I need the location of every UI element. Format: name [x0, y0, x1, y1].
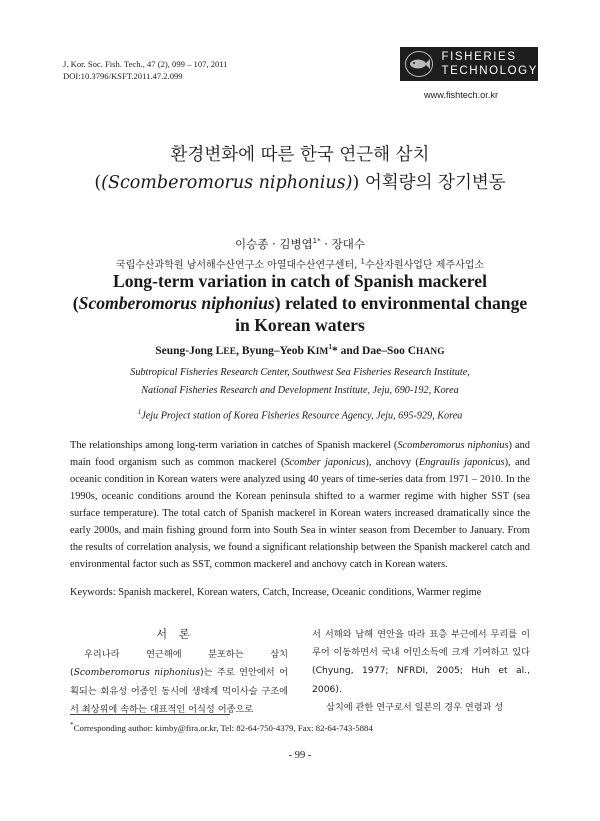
english-title-species: Scomberomorus niphonius	[78, 293, 275, 313]
journal-logo	[400, 47, 538, 81]
keywords: Keywords: Spanish mackerel, Korean waters, Catch, Increase, Oceanic conditions, Warmer regime	[70, 587, 482, 598]
journal-url[interactable]: www.fishtech.or.kr	[424, 90, 499, 100]
body-paragraph: 삼치에 관한 연구로서 일본의 경우 연령과 성	[326, 701, 504, 713]
body-left-column	[70, 626, 288, 719]
body-paragraph: 서 서해와 남해 연안을 따라 표층 부근에서 무리를 이루어 이동하면서 국내 어민소득에 크게 기여하고 있다 (Chyung, 1977; NFRDI, 2005; Huh et al., 2006).	[312, 629, 530, 695]
corresponding-author-footnote: *Corresponding author: kimby@fira.or.kr, Tel: 82-64-750-4379, Fax: 82-64-743-5884	[70, 720, 373, 733]
journal-volume-line: J. Kor. Soc. Fish. Tech., 47 (2), 099 – 107, 2011	[63, 59, 228, 69]
korean-title: 환경변화에 따른 한국 연근해 삼치 ((Scomberomorus niphonius)) 어획량의 장기변동	[94, 145, 506, 193]
body-right-column	[312, 626, 530, 717]
doi-line: DOI:10.3796/KSFT.2011.47.2.099	[63, 71, 183, 81]
english-affiliation: Subtropical Fisheries Research Center, Southwest Sea Fisheries Research Institute, National Fisheries Research and Development Institute, Jeju, 690-192, Korea $^1$Jeju Project station of Korea Fisheries Resource Agency, Jeju, 695-929, Korea	[130, 367, 470, 422]
section-title: 서론	[156, 628, 202, 641]
fish-emblem-icon	[405, 51, 433, 77]
logo-wordmark: FISHERIES TECHNOLOGY	[441, 51, 538, 77]
page-number: - 99 -	[288, 750, 312, 761]
english-authors: Seung-Jong LEE, Byung–Yeob KIM$^1$* and Dae–Soo CHANG	[155, 343, 445, 357]
korean-affiliation: 국립수산과학원 남서해수산연구소 아열대수산연구센터, $^1$수산자원사업단 제주사업소	[115, 257, 485, 271]
journal-citation	[63, 58, 228, 82]
body-paragraph: 우리나라 연근해에 분포하는 삼치 (Scomberomorus niphonius)는 주로 연안에서 어획되는 회유성 어종인 동시에 생태계 먹이사슬 구조에서 최상위에 속하는 대표적인 어식성 어종으로	[70, 649, 288, 715]
korean-authors: 이승종 · 김병엽$^{1*}$ · 장대수	[235, 237, 365, 251]
footnote-divider	[70, 714, 230, 715]
abstract: The relationships among long-term variation in catches of Spanish mackerel (Scomberomorus niphonius) and main food organism such as common mackerel (Scomber japonicus), anchovy (Engraulis japonicus), and oceanic condition in Korean waters were analyzed using 40 years of time-series data from 1971 – 2010. In the 1990s, oceanic conditions around the Korean peninsula shifted to a warmer regime with higher SST (sea surface temperature). The total catch of Spanish mackerel in Korean waters increased dramatically since the early 2000s, and main fishing ground form into South Sea in winter season from December to January. From the results of correlation analysis, we found a significant relationship between the Spanish mackerel catch and environmental factor such as SST, common mackerel and anchovy catch in Korean waters.	[70, 440, 530, 570]
english-title: Long-term variation in catch of Spanish mackerel (Scomberomorus niphonius) related to environmental change in Korean waters	[72, 271, 528, 335]
korean-title-species: (Scomberomorus niphonius)	[101, 173, 353, 193]
